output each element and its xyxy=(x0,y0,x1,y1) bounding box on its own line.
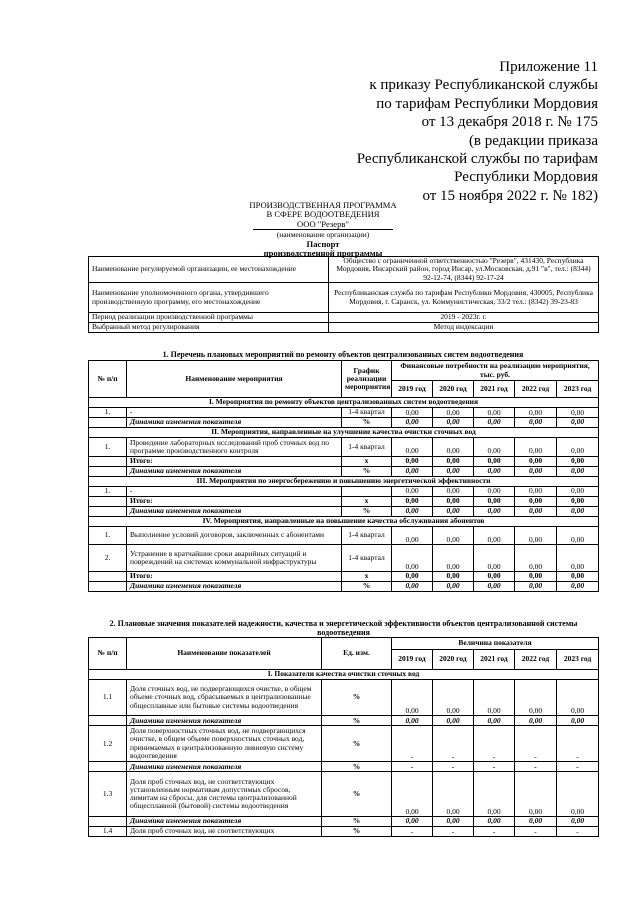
dynamics-label: Динамика изменения показателя xyxy=(127,418,342,428)
value-cell: 0,00 xyxy=(474,438,515,457)
value-cell: 0,00 xyxy=(392,545,433,572)
col-name-header: Наименование показателей xyxy=(127,638,322,670)
unit-cell: % xyxy=(322,762,392,772)
row-number xyxy=(89,506,127,516)
value-cell: - xyxy=(474,826,515,836)
value-cell: 0,00 xyxy=(557,466,599,476)
value-cell: 0,00 xyxy=(557,582,599,592)
schedule-cell: 1-4 квартал xyxy=(342,408,392,418)
passport-value: Метод индексации xyxy=(329,323,599,333)
value-cell: - xyxy=(515,726,557,762)
schedule-cell: % xyxy=(342,506,392,516)
header-line: Республиканской службы по тарифам xyxy=(356,151,598,168)
passport-row xyxy=(89,313,599,323)
schedule-cell: % xyxy=(342,582,392,592)
value-cell: 0,00 xyxy=(474,486,515,496)
activity-name: Итого: xyxy=(127,456,342,466)
col-number-header: № п/п xyxy=(89,638,127,670)
schedule-cell: 1-4 квартал xyxy=(342,526,392,545)
schedule-cell: 1-4 квартал xyxy=(342,545,392,572)
value-cell: 0,00 xyxy=(392,496,433,506)
row-number xyxy=(89,456,127,466)
header-line: (в редакции приказа xyxy=(468,132,598,149)
value-cell: - xyxy=(433,826,474,836)
value-cell: 0,00 xyxy=(433,408,474,418)
value-cell: 0,00 xyxy=(433,418,474,428)
value-cell: 0,00 xyxy=(392,716,433,726)
dynamics-label: Динамика изменения показателя xyxy=(127,506,342,516)
row-number: 1.1 xyxy=(89,680,127,716)
row-number: 1.2 xyxy=(89,726,127,762)
value-cell: 0,00 xyxy=(392,408,433,418)
row-number xyxy=(89,716,127,726)
group-header-row xyxy=(89,398,599,408)
row-number xyxy=(89,816,127,826)
indicator-row xyxy=(89,680,599,716)
value-cell: 0,00 xyxy=(474,545,515,572)
activity-row xyxy=(89,486,599,496)
value-cell: 0,00 xyxy=(392,456,433,466)
program-title-line2: В СФЕРЕ ВОДООТВЕДЕНИЯ xyxy=(266,209,380,220)
value-cell: 0,00 xyxy=(474,456,515,466)
organization-note: (наименование организации) xyxy=(253,229,393,239)
activity-row xyxy=(89,526,599,545)
value-cell: - xyxy=(515,826,557,836)
year-header: 2020 год xyxy=(433,650,474,670)
value-cell: 0,00 xyxy=(515,486,557,496)
unit-cell: % xyxy=(322,816,392,826)
activity-row xyxy=(89,438,599,457)
passport-label: Период реализации производственной программы xyxy=(89,313,329,323)
indicators-table xyxy=(88,620,599,837)
activity-row xyxy=(89,545,599,572)
value-cell: 0,00 xyxy=(392,772,433,817)
value-cell: 0,00 xyxy=(515,506,557,516)
schedule-cell: х xyxy=(342,572,392,582)
value-cell: 0,00 xyxy=(392,526,433,545)
row-number: 1. xyxy=(89,526,127,545)
value-cell: 0,00 xyxy=(515,772,557,817)
row-number xyxy=(89,762,127,772)
activity-name: Устранение в кратчайшие сроки аварийных ситуаций и повреждений на системах коммунальной инфраструктуры xyxy=(127,545,342,572)
header-line: от 15 ноября 2022 г. № 182) xyxy=(422,187,598,204)
activity-row xyxy=(89,466,599,476)
group-header-row xyxy=(89,428,599,438)
value-cell: 0,00 xyxy=(474,418,515,428)
value-cell: 0,00 xyxy=(557,496,599,506)
value-cell: 0,00 xyxy=(474,816,515,826)
value-cell: 0,00 xyxy=(474,408,515,418)
group-title: III. Мероприятия по энергосбережению и повышению энергетической эффективности xyxy=(89,476,599,486)
header-line: к приказу Республиканской службы xyxy=(369,77,598,94)
passport-label: Выбранный метод регулирования xyxy=(89,323,329,333)
value-cell: 0,00 xyxy=(433,526,474,545)
value-cell: 0,00 xyxy=(515,496,557,506)
value-cell: 0,00 xyxy=(433,816,474,826)
row-number: 1. xyxy=(89,438,127,457)
group-header-row xyxy=(89,476,599,486)
unit-cell: % xyxy=(322,680,392,716)
value-cell: 0,00 xyxy=(392,418,433,428)
indicator-name: Доля поверхностных сточных вод, не подвергающихся очистке, в общем объеме поверхностных сточных вод, принимаемых в централизованную ливневую систему водоотведения xyxy=(127,726,322,762)
indicator-row xyxy=(89,762,599,772)
schedule-cell: 1-4 квартал xyxy=(342,438,392,457)
value-cell: 0,00 xyxy=(474,680,515,716)
year-header: 2022 год xyxy=(515,381,557,398)
row-number: 1. xyxy=(89,408,127,418)
unit-cell: % xyxy=(322,826,392,836)
dynamics-label: Динамика изменения показателя xyxy=(127,466,342,476)
value-cell: 0,00 xyxy=(392,572,433,582)
year-header: 2019 год xyxy=(392,381,433,398)
value-cell: 0,00 xyxy=(433,506,474,516)
section2-title: 2. Плановые значения показателей надежности, качества и энергетической эффективности объектов централизованной системы водоотведения xyxy=(109,620,578,637)
dynamics-label: Динамика изменения показателя xyxy=(127,762,322,772)
value-cell: 0,00 xyxy=(515,466,557,476)
group-title: I. Показатели качества очистки сточных вод xyxy=(89,670,599,680)
value-cell: 0,00 xyxy=(557,526,599,545)
value-cell: 0,00 xyxy=(433,680,474,716)
row-number xyxy=(89,496,127,506)
value-cell: 0,00 xyxy=(515,456,557,466)
schedule-cell: % xyxy=(342,466,392,476)
activities-table xyxy=(88,360,599,592)
activity-name: Итого: xyxy=(127,572,342,582)
group-title: II. Мероприятия, направленные на улучшение качества очистки сточных вод xyxy=(89,428,599,438)
year-header: 2022 год xyxy=(515,650,557,670)
activity-row xyxy=(89,418,599,428)
value-cell: 0,00 xyxy=(515,716,557,726)
col-schedule-header: График реализации мероприятия xyxy=(342,361,392,398)
value-cell: - xyxy=(392,726,433,762)
row-number xyxy=(89,466,127,476)
group-title: IV. Мероприятия, направленные на повышение качества обслуживания абонентов xyxy=(89,516,599,526)
passport-heading: Паспорт xyxy=(306,238,340,249)
value-cell: 0,00 xyxy=(392,486,433,496)
passport-label: Наименование уполномоченного органа, утвердившего производственную программу, его местонахождение xyxy=(89,283,329,313)
col-unit-header: Ед. изм. xyxy=(322,638,392,670)
value-cell: 0,00 xyxy=(392,438,433,457)
dynamics-label: Динамика изменения показателя xyxy=(127,816,322,826)
indicator-row xyxy=(89,772,599,817)
passport-row xyxy=(89,323,599,333)
value-cell: 0,00 xyxy=(474,466,515,476)
indicator-row xyxy=(89,826,599,836)
value-cell: 0,00 xyxy=(515,572,557,582)
value-cell: 0,00 xyxy=(515,680,557,716)
value-cell: 0,00 xyxy=(474,572,515,582)
value-cell: 0,00 xyxy=(557,680,599,716)
value-cell: - xyxy=(557,762,599,772)
activity-name: Проведение лабораторных исследований проб сточных вод по программе производственного контроля xyxy=(127,438,342,457)
unit-cell: % xyxy=(322,716,392,726)
value-cell: 0,00 xyxy=(433,486,474,496)
activity-row xyxy=(89,506,599,516)
value-cell: 0,00 xyxy=(474,716,515,726)
value-cell: 0,00 xyxy=(557,545,599,572)
passport-value: Общество с ограниченной ответственностью "Резерв", 431430, Республика Мордовия, Инсарский район, город Инсар, ул.Московская, д.91 "в", тел.: (8344) 92-12-74, (8344) 92-17-24 xyxy=(329,257,599,283)
col-values-header: Величина показателя xyxy=(392,638,599,650)
value-cell: - xyxy=(474,762,515,772)
activity-row xyxy=(89,572,599,582)
section1-title: 1. Перечень плановых мероприятий по ремонту объектов централизованных систем водоотведения xyxy=(162,350,524,359)
schedule-cell: х xyxy=(342,496,392,506)
organization-name: ООО "Резерв" xyxy=(297,218,349,229)
row-number: 1.4 xyxy=(89,826,127,836)
row-number xyxy=(89,582,127,592)
value-cell: 0,00 xyxy=(392,582,433,592)
col-number-header: № п/п xyxy=(89,361,127,398)
indicator-name: Доля проб сточных вод, не соответствующих установленным нормативам допустимых сбросов, лимитам на сбросы, для системы централизованной общесплавной (бытовой) системы водоотведения xyxy=(127,772,322,817)
value-cell: 0,00 xyxy=(474,506,515,516)
schedule-cell: х xyxy=(342,456,392,466)
activity-name: Итого: xyxy=(127,496,342,506)
passport-value: Республиканская служба по тарифам Республики Мордовия, 430005, Республика Мордовия, г. Саранск, ул. Коммунистическая, 33/2 тел.: (8342) 39-23-83 xyxy=(329,283,599,313)
value-cell: 0,00 xyxy=(557,772,599,817)
row-number: 1.3 xyxy=(89,772,127,817)
value-cell: 0,00 xyxy=(392,506,433,516)
value-cell: 0,00 xyxy=(433,572,474,582)
program-title xyxy=(88,201,558,258)
row-number xyxy=(89,418,127,428)
group-title: I. Мероприятия по ремонту объектов централизованных систем водоотведения xyxy=(89,398,599,408)
group-header-row xyxy=(89,516,599,526)
indicator-row xyxy=(89,716,599,726)
passport-value: 2019 - 2023г. г. xyxy=(329,313,599,323)
value-cell: - xyxy=(392,762,433,772)
passport-row xyxy=(89,257,599,283)
indicator-row xyxy=(89,726,599,762)
passport-label: Наименование регулируемой организации, ее местонахождение xyxy=(89,257,329,283)
value-cell: 0,00 xyxy=(557,486,599,496)
value-cell: 0,00 xyxy=(474,772,515,817)
unit-cell: % xyxy=(322,772,392,817)
appendix-header xyxy=(298,58,598,205)
value-cell: 0,00 xyxy=(433,772,474,817)
activity-name: - xyxy=(127,486,342,496)
activity-row xyxy=(89,496,599,506)
value-cell: 0,00 xyxy=(557,438,599,457)
year-header: 2021 год xyxy=(474,381,515,398)
year-header: 2020 год xyxy=(433,381,474,398)
activity-name: - xyxy=(127,408,342,418)
value-cell: 0,00 xyxy=(557,506,599,516)
dynamics-label: Динамика изменения показателя xyxy=(127,716,322,726)
value-cell: 0,00 xyxy=(433,456,474,466)
header-line: Республики Мордовия xyxy=(454,169,598,186)
value-cell: 0,00 xyxy=(433,438,474,457)
program-title-line1: ПРОИЗВОДСТВЕННАЯ ПРОГРАММА xyxy=(249,200,397,210)
value-cell: 0,00 xyxy=(392,816,433,826)
value-cell: 0,00 xyxy=(557,456,599,466)
value-cell: 0,00 xyxy=(433,545,474,572)
schedule-cell: % xyxy=(342,418,392,428)
value-cell: 0,00 xyxy=(515,418,557,428)
value-cell: 0,00 xyxy=(515,408,557,418)
value-cell: 0,00 xyxy=(392,680,433,716)
year-header: 2023 год xyxy=(557,381,599,398)
col-finance-header: Финансовые потребности на реализацию мероприятия, тыс. руб. xyxy=(392,361,599,381)
value-cell: 0,00 xyxy=(515,545,557,572)
value-cell: 0,00 xyxy=(557,408,599,418)
col-name-header: Наименование мероприятия xyxy=(127,361,342,398)
passport-table xyxy=(88,256,599,333)
value-cell: 0,00 xyxy=(557,816,599,826)
activity-row xyxy=(89,408,599,418)
group-header-row xyxy=(89,670,599,680)
value-cell: 0,00 xyxy=(557,418,599,428)
value-cell: 0,00 xyxy=(474,526,515,545)
value-cell: - xyxy=(433,762,474,772)
header-line: от 13 декабря 2018 г. № 175 xyxy=(421,114,598,131)
unit-cell: % xyxy=(322,726,392,762)
value-cell: 0,00 xyxy=(433,582,474,592)
indicator-row xyxy=(89,816,599,826)
row-number: 1. xyxy=(89,486,127,496)
value-cell: 0,00 xyxy=(557,572,599,582)
value-cell: - xyxy=(515,762,557,772)
value-cell: 0,00 xyxy=(474,582,515,592)
dynamics-label: Динамика изменения показателя xyxy=(127,582,342,592)
year-header: 2021 год xyxy=(474,650,515,670)
passport-subheading: производственной программы xyxy=(263,248,383,259)
row-number xyxy=(89,572,127,582)
value-cell: - xyxy=(557,826,599,836)
value-cell: 0,00 xyxy=(557,716,599,726)
value-cell: 0,00 xyxy=(433,496,474,506)
header-line: по тарифам Республики Мордовия xyxy=(376,95,598,112)
value-cell: 0,00 xyxy=(433,716,474,726)
indicator-name: Доля сточных вод, не подвергающихся очистке, в общем объеме сточных вод, сбрасываемых в централизованные общесплавные или бытовые системы водоотведения xyxy=(127,680,322,716)
value-cell: 0,00 xyxy=(392,466,433,476)
indicator-name: Доля проб сточных вод, не соответствующих xyxy=(127,826,322,836)
year-header: 2019 год xyxy=(392,650,433,670)
value-cell: 0,00 xyxy=(433,466,474,476)
value-cell: - xyxy=(474,726,515,762)
value-cell: 0,00 xyxy=(515,526,557,545)
activity-row xyxy=(89,582,599,592)
value-cell: - xyxy=(392,826,433,836)
passport-row xyxy=(89,283,599,313)
value-cell: 0,00 xyxy=(515,816,557,826)
activity-row xyxy=(89,456,599,466)
value-cell: 0,00 xyxy=(515,438,557,457)
year-header: 2023 год xyxy=(557,650,599,670)
schedule-cell xyxy=(342,486,392,496)
value-cell: 0,00 xyxy=(515,582,557,592)
row-number: 2. xyxy=(89,545,127,572)
value-cell: - xyxy=(433,726,474,762)
value-cell: 0,00 xyxy=(474,496,515,506)
header-line: Приложение 11 xyxy=(499,59,598,75)
activity-name: Выполнение условий договоров, заключенных с абонентами xyxy=(127,526,342,545)
value-cell: - xyxy=(557,726,599,762)
